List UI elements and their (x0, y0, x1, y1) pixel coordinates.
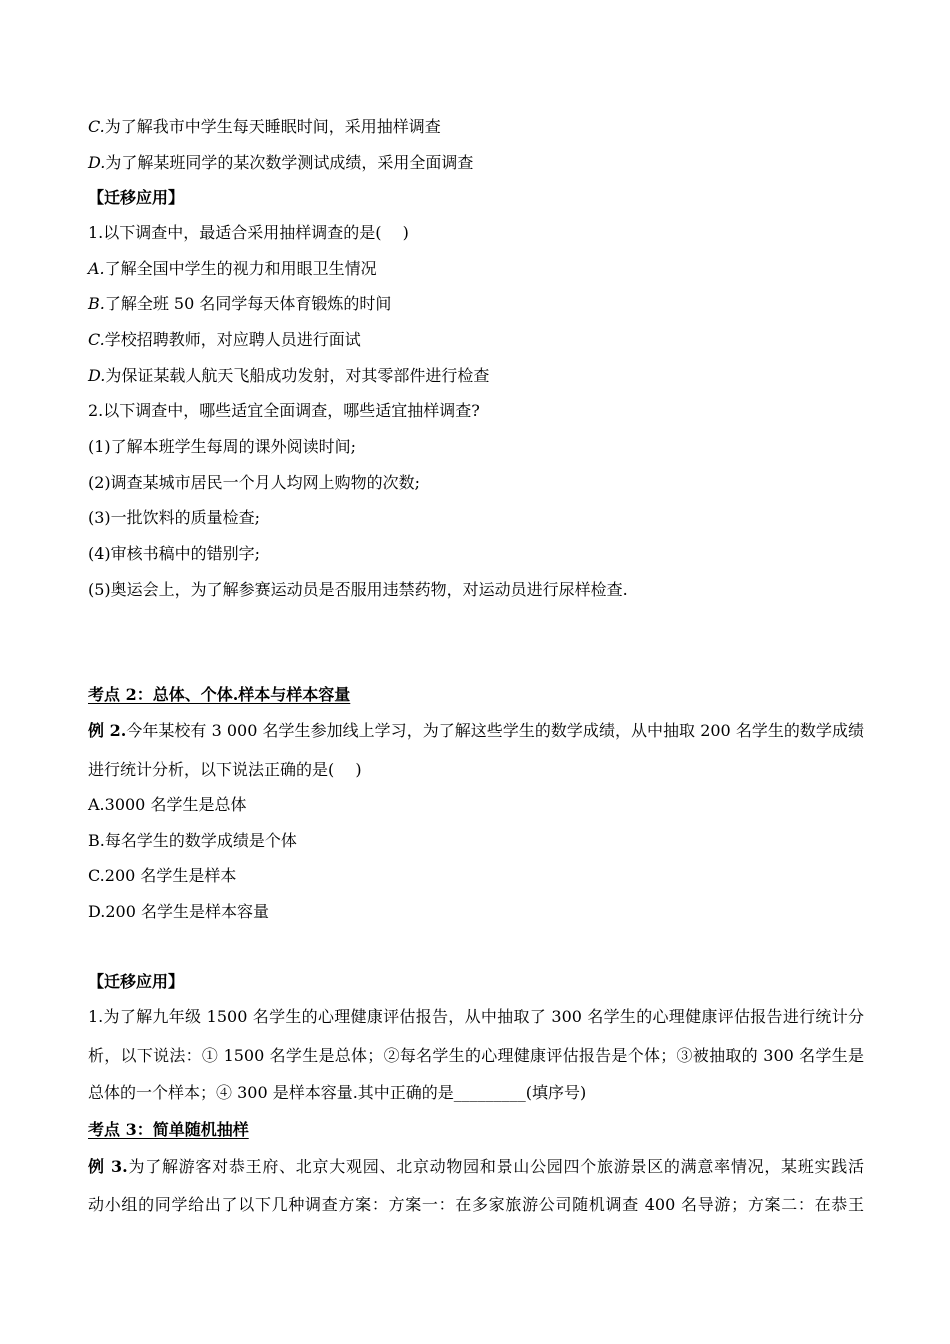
section-title: 考点 2：总体、个体.样本与样本容量 (88, 685, 351, 704)
example-line: 进行统计分析，以下说法正确的是( ) (88, 760, 362, 779)
question-line: 1.为了解九年级 1500 名学生的心理健康评估报告，从中抽取了 300 名学生的心理健康评估报告进行统计分 (88, 1007, 864, 1026)
option-letter: C. (88, 117, 105, 136)
option-text: 了解全国中学生的视力和用眼卫生情况 (104, 259, 377, 278)
option-text: 为了解某班同学的某次数学测试成绩，采用全面调查 (105, 153, 474, 172)
option-letter: B. (88, 294, 105, 313)
transfer-heading: 【迁移应用】 (88, 972, 185, 991)
option-c (88, 117, 441, 137)
list-item: (1)了解本班学生每周的课外阅读时间; (88, 437, 357, 456)
list-item: (3)一批饮料的质量检查; (88, 508, 261, 527)
section-title: 考点 3：简单随机抽样 (88, 1120, 249, 1139)
option-text: 学校招聘教师，对应聘人员进行面试 (104, 330, 361, 349)
example-text: 今年某校有 3 000 名学生参加线上学习，为了解这些学生的数学成绩，从中抽取 200 名学生的数学成绩 (126, 721, 864, 740)
example-label: 例 2. (88, 721, 127, 740)
question-line: 总体的一个样本；④ 300 是样本容量.其中正确的是_________(填序号) (88, 1083, 587, 1102)
option-c: C.200 名学生是样本 (88, 866, 237, 885)
option-d (88, 153, 473, 173)
option-b (88, 294, 391, 314)
option-a (88, 259, 377, 279)
option-letter: D. (88, 153, 106, 172)
option-text: 为了解我市中学生每天睡眠时间，采用抽样调查 (104, 117, 441, 136)
transfer-heading: 【迁移应用】 (88, 188, 185, 207)
option-c (88, 330, 361, 350)
list-item: (2)调查某城市居民一个月人均网上购物的次数; (88, 473, 421, 492)
option-text: 为保证某载人航天飞船成功发射，对其零部件进行检查 (105, 366, 490, 385)
option-text: 了解全班 50 名同学每天体育锻炼的时间 (104, 294, 392, 313)
question-1: 1.以下调查中，最适合采用抽样调查的是( ) (88, 223, 409, 242)
option-letter: D. (88, 366, 106, 385)
option-b: B.每名学生的数学成绩是个体 (88, 831, 297, 850)
example-line: 动小组的同学给出了以下几种调查方案：方案一：在多家旅游公司随机调查 400 名导游；方案二：在恭王 (88, 1195, 864, 1214)
option-a: A.3000 名学生是总体 (88, 795, 247, 814)
example-label: 例 3. (88, 1157, 128, 1176)
option-letter: A. (88, 259, 105, 278)
example-text: 为了解游客对恭王府、北京大观园、北京动物园和景山公园四个旅游景区的满意率情况，某班实践活 (127, 1157, 864, 1176)
example-line (88, 1157, 864, 1177)
question-line: 析，以下说法：① 1500 名学生是总体；②每名学生的心理健康评估报告是个体；③被抽取的 300 名学生是 (88, 1046, 864, 1065)
option-d (88, 366, 489, 386)
list-item: (4)审核书稿中的错别字; (88, 544, 261, 563)
option-d: D.200 名学生是样本容量 (88, 902, 269, 921)
list-item: (5)奥运会上，为了解参赛运动员是否服用违禁药物，对运动员进行尿样检查. (88, 580, 628, 599)
example-line (88, 721, 864, 741)
question-2: 2.以下调查中，哪些适宜全面调查，哪些适宜抽样调查? (88, 401, 480, 420)
option-letter: C. (88, 330, 105, 349)
